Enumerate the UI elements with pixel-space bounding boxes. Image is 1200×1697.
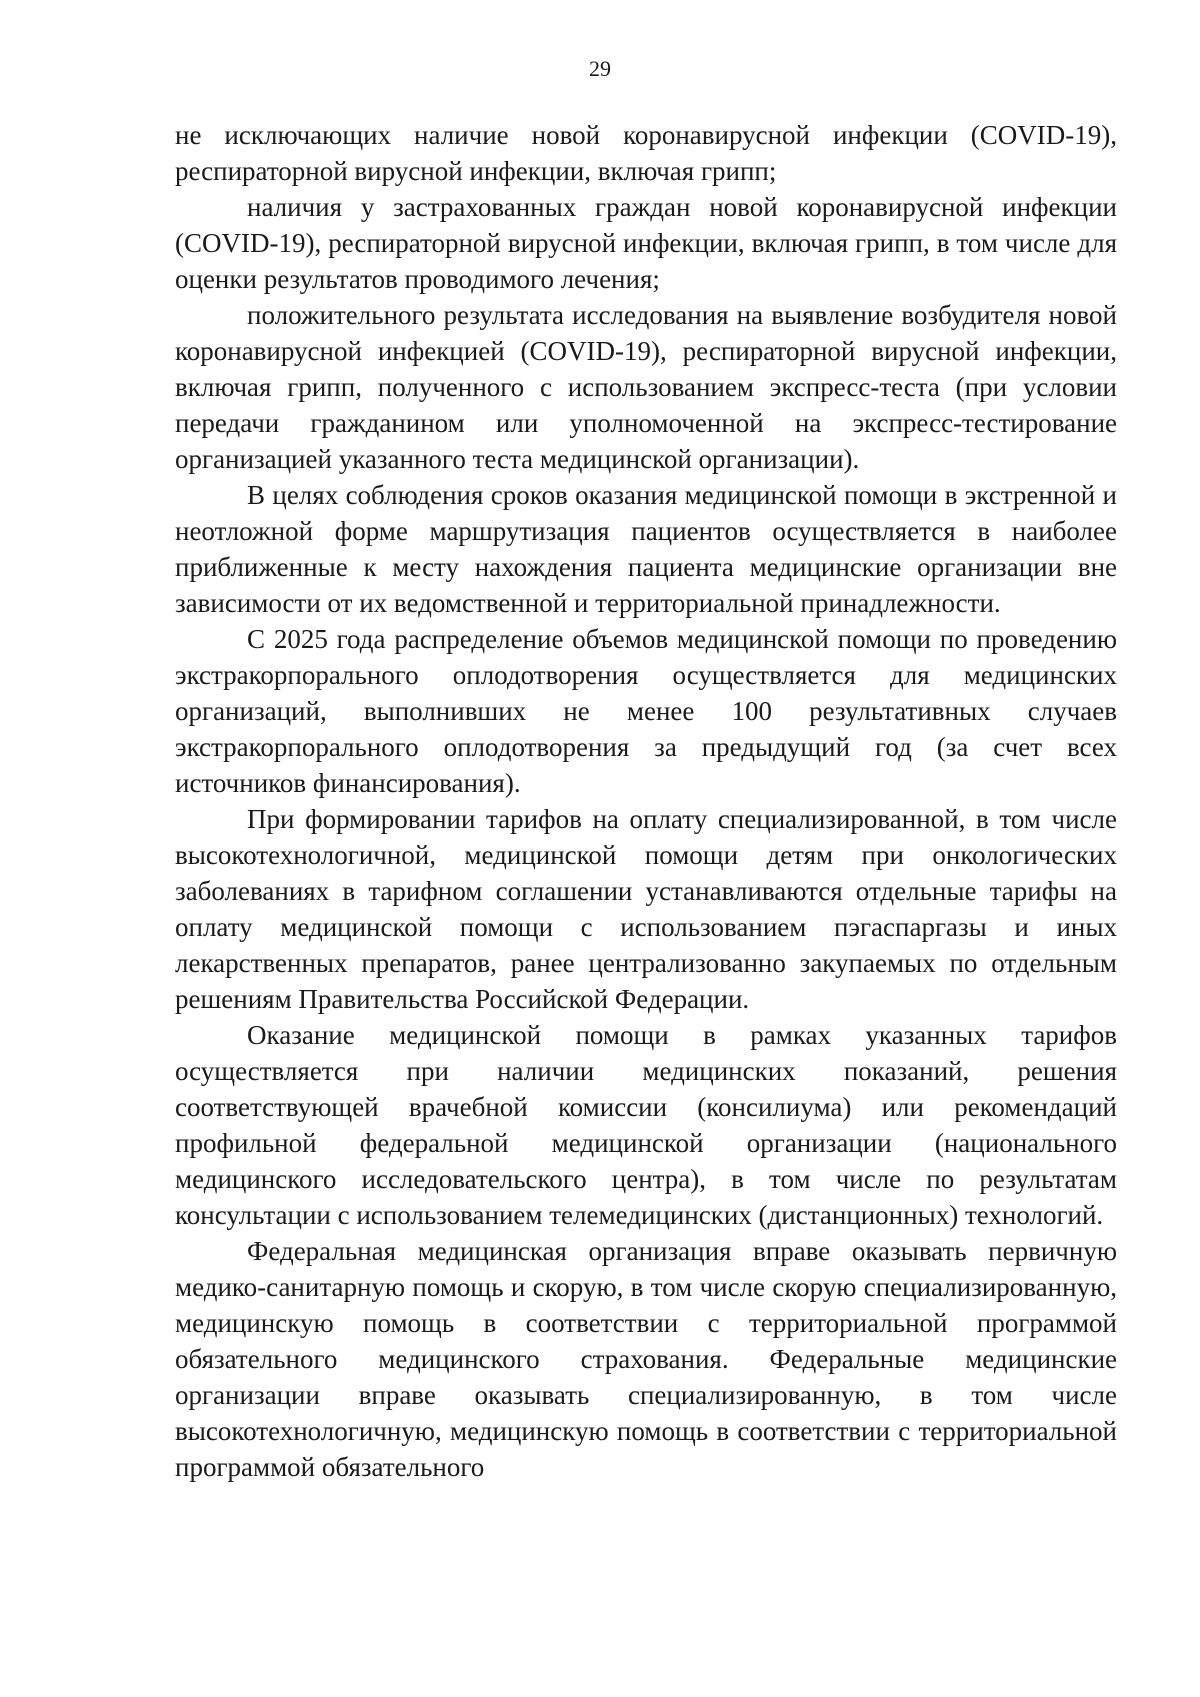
paragraph-express-test: положительного результата исследования на выявление возбудителя новой коронавирусной инфекцией (COVID-19), респираторной вирусной инфекции, включая грипп, полученного с использованием экспресс-теста (при условии передачи гражданином или уполномоченной на экспресс-тестирование организацией указанного теста медицинской организации).	[175, 300, 1117, 474]
paragraph-covid-presence: наличия у застрахованных граждан новой коронавирусной инфекции (COVID-19), респираторной вирусной инфекции, включая грипп, в том числе для оценки результатов проводимого лечения;	[175, 192, 1117, 294]
paragraph-covid-exclusion: не исключающих наличие новой коронавирусной инфекции (COVID-19), респираторной вирусной инфекции, включая грипп;	[175, 120, 1117, 186]
paragraph-oncology-tariffs: При формировании тарифов на оплату специализированной, в том числе высокотехнологичной, медицинской помощи детям при онкологических заболеваниях в тарифном соглашении устанавливаются отдельные тарифы на оплату медицинской помощи с использованием пэгаспаргазы и иных лекарственных препаратов, ранее централизованно закупаемых по отдельным решениям Правительства Российской Федерации.	[175, 804, 1117, 1014]
paragraph-federal-organizations: Федеральная медицинская организация вправе оказывать первичную медико-санитарную помощь и скорую, в том числе скорую специализированную, медицинскую помощь в соответствии с территориальной программой обязательного медицинского страхования. Федеральные медицинские организации вправе оказывать специализированную, в том числе высокотехнологичную, медицинскую помощь в соответствии с территориальной программой обязательного	[175, 1236, 1117, 1482]
page-number: 29	[589, 56, 611, 81]
paragraph-tariff-conditions: Оказание медицинской помощи в рамках указанных тарифов осуществляется при наличии медицинских показаний, решения соответствующей врачебной комиссии (консилиума) или рекомендаций профильной федеральной медицинской организации (национального медицинского исследовательского центра), в том числе по результатам консультации с использованием телемедицинских (дистанционных) технологий.	[175, 1020, 1117, 1230]
paragraph-ivf-distribution: С 2025 года распределение объемов медицинской помощи по проведению экстракорпорального оплодотворения осуществляется для медицинских организаций, выполнивших не менее 100 результативных случаев экстракорпорального оплодотворения за предыдущий год (за счет всех источников финансирования).	[175, 624, 1117, 798]
paragraph-routing: В целях соблюдения сроков оказания медицинской помощи в экстренной и неотложной форме маршрутизация пациентов осуществляется в наиболее приближенные к месту нахождения пациента медицинские организации вне зависимости от их ведомственной и территориальной принадлежности.	[175, 480, 1117, 618]
document-body	[175, 117, 1117, 1485]
